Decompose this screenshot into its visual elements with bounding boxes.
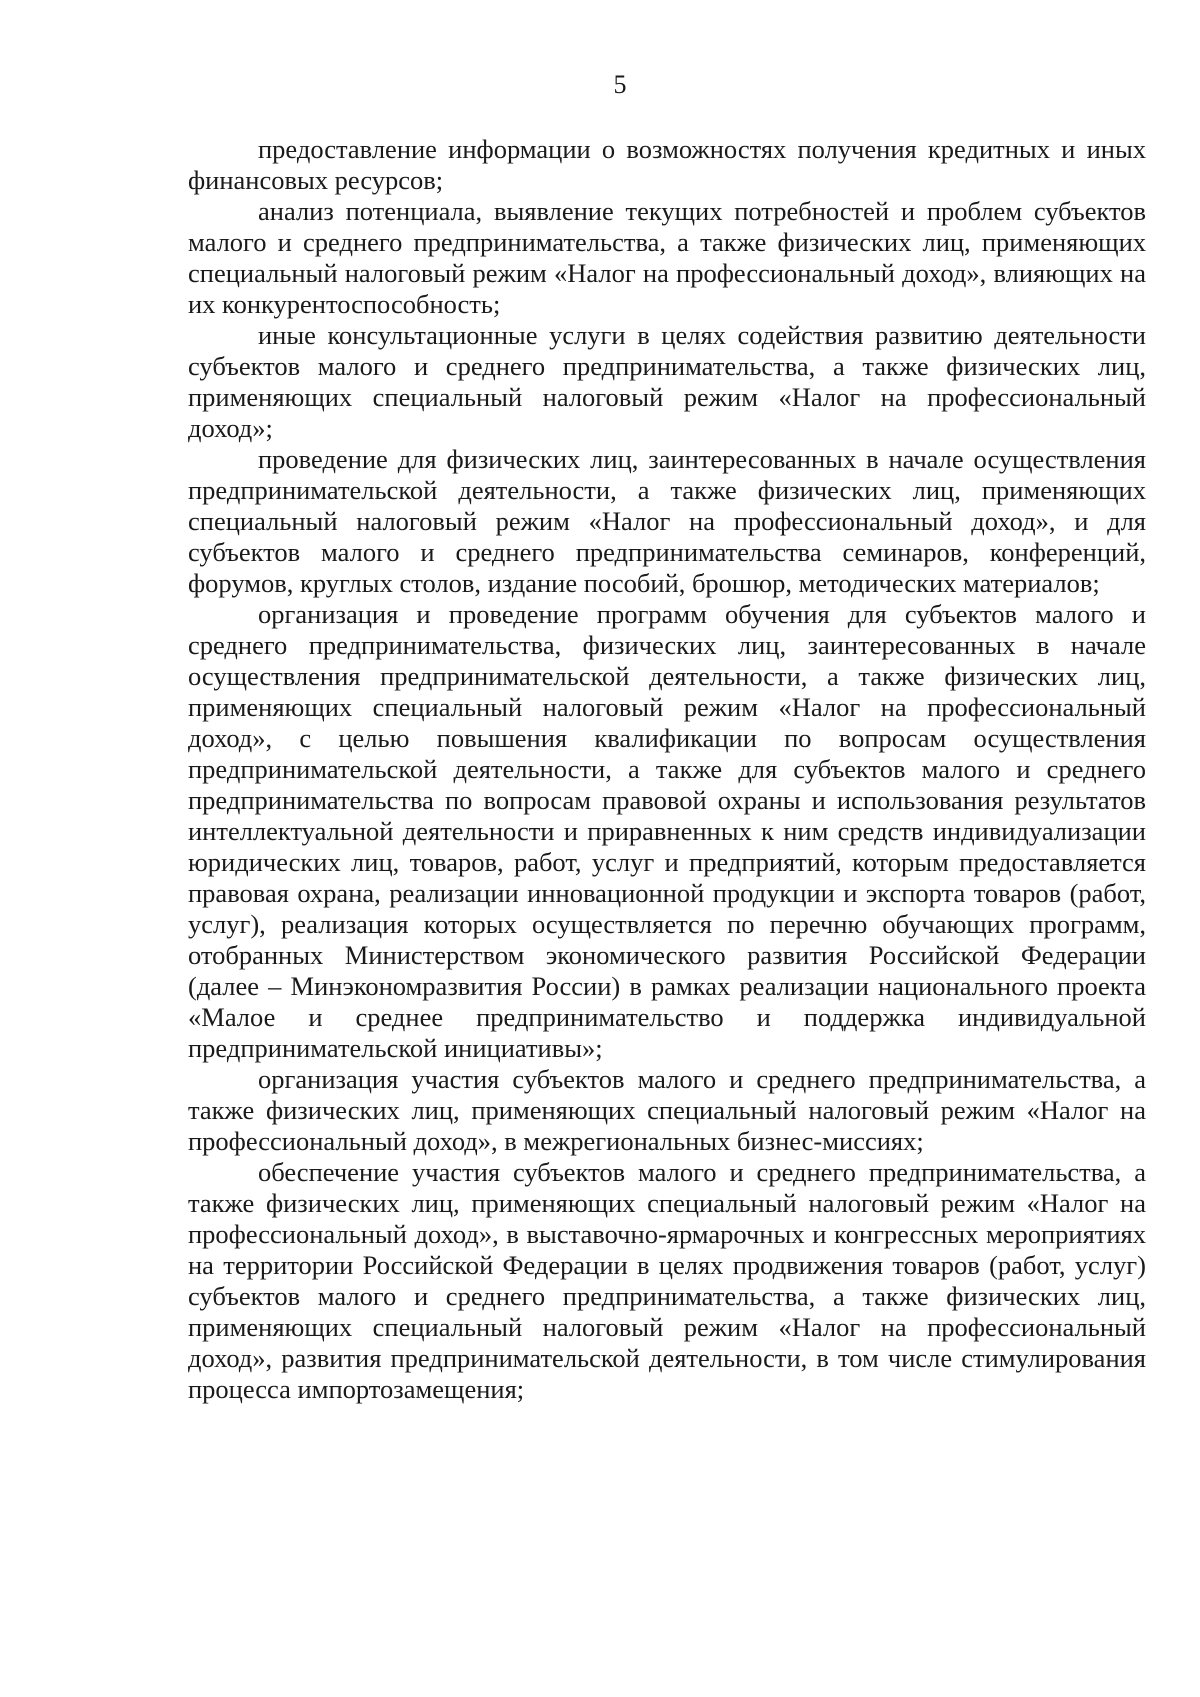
paragraph-exhibitions: обеспечение участия субъектов малого и среднего предпринимательства, а также физических лиц, применяющих специальный налоговый режим «Налог на профессиональный доход», в выставочно-ярмарочных и конгрессных мероприятиях на территории Российской Федерации в целях продвижения товаров (работ, услуг) субъектов малого и среднего предпринимательства, а также физических лиц, применяющих специальный налоговый режим «Налог на профессиональный доход», развития предпринимательской деятельности, в том числе стимулирования процесса импортозамещения; xyxy=(188,1157,1146,1404)
paragraph-training-programs: организация и проведение программ обучения для субъектов малого и среднего предпринимательства, физических лиц, заинтересованных в начале осуществления предпринимательской деятельности, а также физических лиц, применяющих специальный налоговый режим «Налог на профессиональный доход», с целью повышения квалификации по вопросам осуществления предпринимательской деятельности, а также для субъектов малого и среднего предпринимательства по вопросам правовой охраны и использования результатов интеллектуальной деятельности и приравненных к ним средств индивидуализации юридических лиц, товаров, работ, услуг и предприятий, которым предоставляется правовая охрана, реализации инновационной продукции и экспорта товаров (работ, услуг), реализация которых осуществляется по перечню обучающих программ, отобранных Министерством экономического развития Российской Федерации (далее – Минэкономразвития России) в рамках реализации национального проекта «Малое и среднее предпринимательство и поддержка индивидуальной предпринимательской инициативы»; xyxy=(188,599,1146,1063)
paragraph-consulting-services: иные консультационные услуги в целях содействия развитию деятельности субъектов малого и среднего предпринимательства, а также физических лиц, применяющих специальный налоговый режим «Налог на профессиональный доход»; xyxy=(188,320,1146,443)
page-number: 5 xyxy=(613,70,627,99)
paragraph-seminars: проведение для физических лиц, заинтересованных в начале осуществления предпринимательской деятельности, а также физических лиц, применяющих специальный налоговый режим «Налог на профессиональный доход», и для субъектов малого и среднего предпринимательства семинаров, конференций, форумов, круглых столов, издание пособий, брошюр, методических материалов; xyxy=(188,444,1146,598)
paragraph-potential-analysis: анализ потенциала, выявление текущих потребностей и проблем субъектов малого и среднего предпринимательства, а также физических лиц, применяющих специальный налоговый режим «Налог на профессиональный доход», влияющих на их конкурентоспособность; xyxy=(188,196,1146,319)
paragraph-business-missions: организация участия субъектов малого и среднего предпринимательства, а также физических лиц, применяющих специальный налоговый режим «Налог на профессиональный доход», в межрегиональных бизнес-миссиях; xyxy=(188,1064,1146,1156)
document-body xyxy=(188,134,1146,1405)
paragraph-credit-info: предоставление информации о возможностях получения кредитных и иных финансовых ресурсов; xyxy=(188,134,1146,195)
